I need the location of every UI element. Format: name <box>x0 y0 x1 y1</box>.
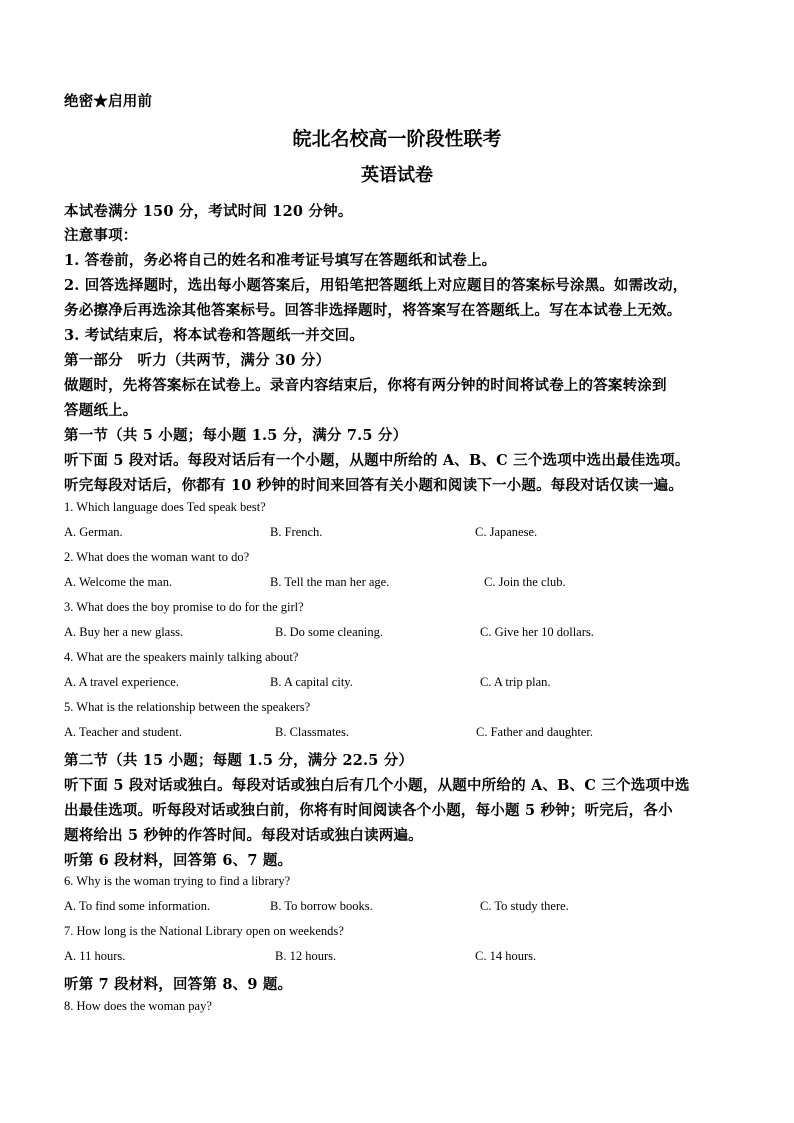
material-7-heading: 听第 7 段材料，回答第 8、9 题。 <box>64 976 293 993</box>
question-6-option-c: C. To study there. <box>480 899 569 913</box>
score-time-line: 本试卷满分 150 分，考试时间 120 分钟。 <box>64 203 353 220</box>
part1-heading: 第一部分 听力（共两节，满分 30 分） <box>64 352 331 369</box>
section2-instruction-line-3: 题将给出 5 秒钟的作答时间。每段对话或独白读两遍。 <box>64 827 423 844</box>
question-3-option-c: C. Give her 10 dollars. <box>480 625 594 639</box>
question-5-option-b: B. Classmates. <box>275 725 349 739</box>
question-2-option-c: C. Join the club. <box>484 575 566 589</box>
question-2: 2. What does the woman want to do? <box>64 550 250 564</box>
section2-instruction-line-1: 听下面 5 段对话或独白。每段对话或独白后有几个小题，从题中所给的 A、B、C 三个选项中选 <box>64 777 690 794</box>
question-2-option-a: A. Welcome the man. <box>64 575 173 589</box>
question-1-option-a: A. German. <box>64 525 123 539</box>
question-4: 4. What are the speakers mainly talking about? <box>64 650 299 664</box>
exam-title: 皖北名校高一阶段性联考 <box>292 128 502 150</box>
part1-instruction-line-2: 答题纸上。 <box>64 402 138 419</box>
notice-item-2-line-1: 2. 回答选择题时，选出每小题答案后，用铅笔把答题纸上对应题目的答案标号涂黑。如需改动， <box>64 277 688 294</box>
question-2-option-b: B. Tell the man her age. <box>270 575 390 589</box>
question-7: 7. How long is the National Library open on weekends? <box>64 924 344 938</box>
question-5: 5. What is the relationship between the speakers? <box>64 700 311 714</box>
question-6-option-b: B. To borrow books. <box>270 899 373 913</box>
question-3-option-a: A. Buy her a new glass. <box>64 625 184 639</box>
question-4-option-c: C. A trip plan. <box>480 675 551 689</box>
notice-item-1: 1. 答卷前，务必将自己的姓名和准考证号填写在答题纸和试卷上。 <box>64 252 497 269</box>
question-4-option-b: B. A capital city. <box>270 675 353 689</box>
exam-subtitle: 英语试卷 <box>361 165 433 186</box>
section1-heading: 第一节（共 5 小题；每小题 1.5 分，满分 7.5 分） <box>64 427 408 444</box>
question-1-option-b: B. French. <box>270 525 323 539</box>
question-6-option-a: A. To find some information. <box>64 899 211 913</box>
notice-heading: 注意事项： <box>64 227 138 244</box>
question-7-option-a: A. 11 hours. <box>64 949 126 963</box>
section2-heading: 第二节（共 15 小题；每题 1.5 分，满分 22.5 分） <box>64 752 414 769</box>
part1-instruction-line-1: 做题时，先将答案标在试卷上。录音内容结束后，你将有两分钟的时间将试卷上的答案转涂到 <box>64 377 667 394</box>
question-8: 8. How does the woman pay? <box>64 999 212 1013</box>
section2-instruction-line-2: 出最佳选项。听每段对话或独白前，你将有时间阅读各个小题，每小题 5 秒钟；听完后，各小 <box>64 802 673 819</box>
material-6-heading: 听第 6 段材料，回答第 6、7 题。 <box>64 852 293 869</box>
question-6: 6. Why is the woman trying to find a library? <box>64 874 291 888</box>
question-1: 1. Which language does Ted speak best? <box>64 500 266 514</box>
question-7-option-c: C. 14 hours. <box>475 949 537 963</box>
question-7-option-b: B. 12 hours. <box>275 949 337 963</box>
question-5-option-a: A. Teacher and student. <box>64 725 182 739</box>
notice-item-3: 3. 考试结束后，将本试卷和答题纸一并交回。 <box>64 327 365 344</box>
section1-instruction-line-2: 听完每段对话后，你都有 10 秒钟的时间来回答有关小题和阅读下一小题。每段对话仅读一遍。 <box>64 477 684 494</box>
section1-instruction-line-1: 听下面 5 段对话。每段对话后有一个小题，从题中所给的 A、B、C 三个选项中选出最佳选项。 <box>64 452 690 469</box>
question-3-option-b: B. Do some cleaning. <box>275 625 383 639</box>
question-3: 3. What does the boy promise to do for the girl? <box>64 600 304 614</box>
question-4-option-a: A. A travel experience. <box>64 675 179 689</box>
question-1-option-c: C. Japanese. <box>475 525 538 539</box>
confidential-label: 绝密★启用前 <box>64 93 153 110</box>
question-5-option-c: C. Father and daughter. <box>476 725 593 739</box>
notice-item-2-line-2: 务必擦净后再选涂其他答案标号。回答非选择题时，将答案写在答题纸上。写在本试卷上无效。 <box>64 302 682 319</box>
